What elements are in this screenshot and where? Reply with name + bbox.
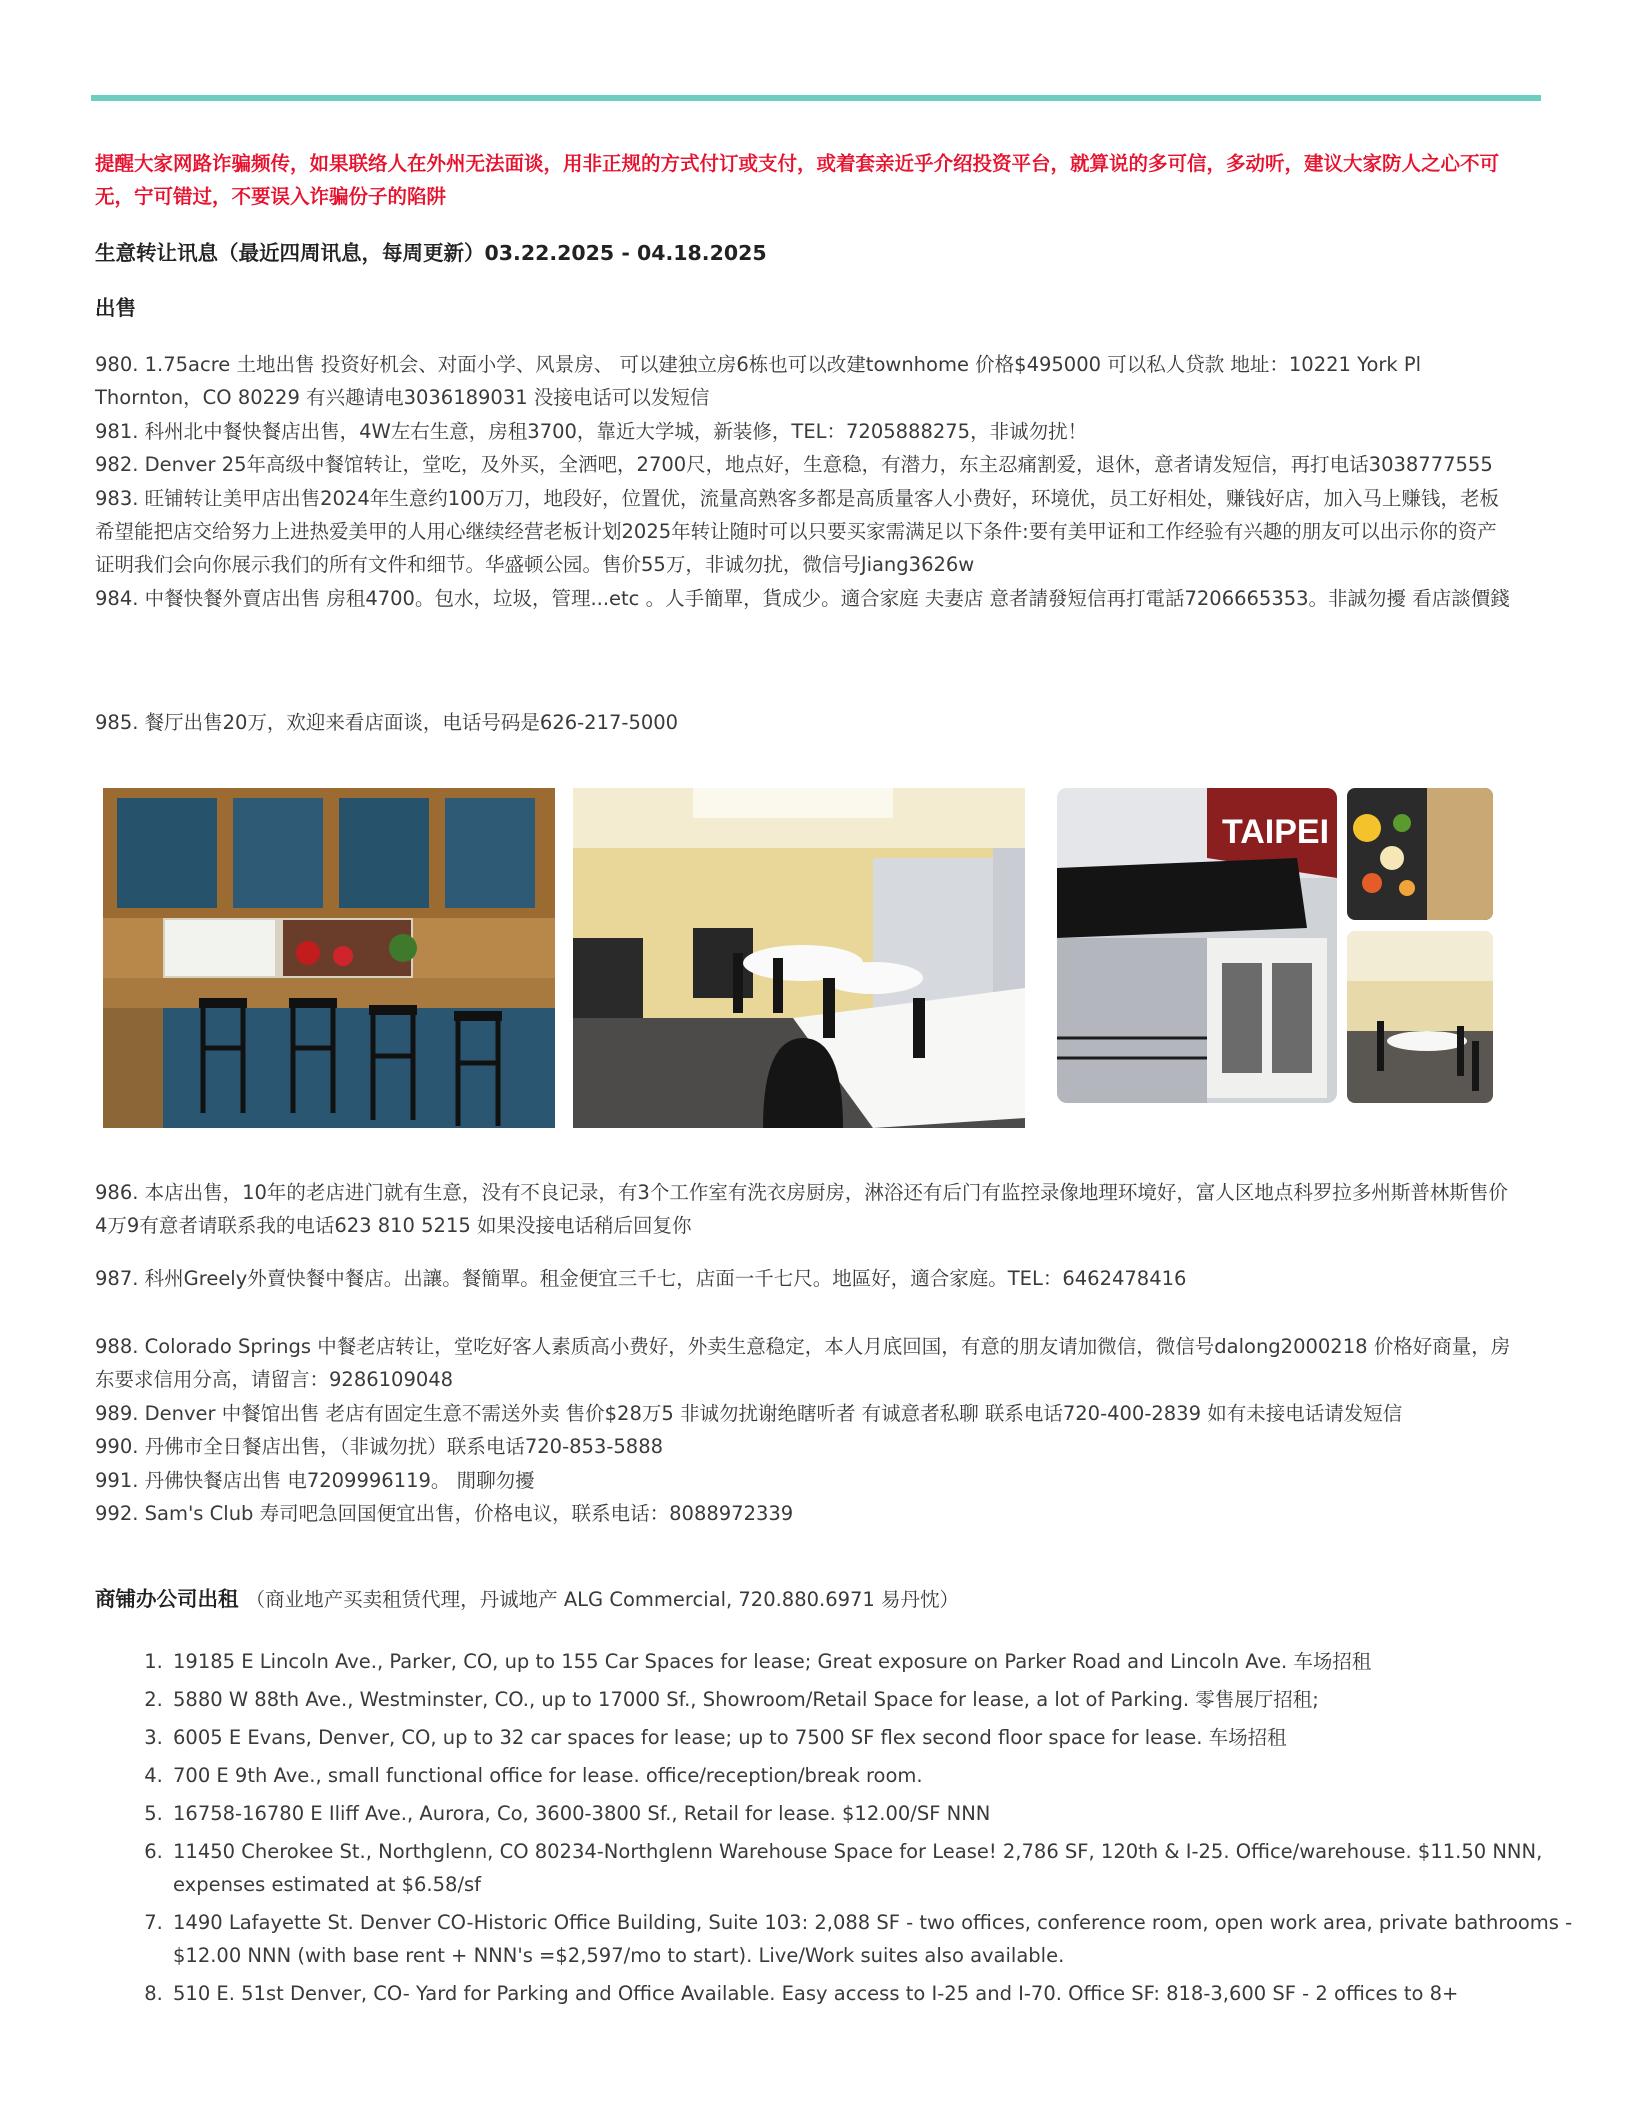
list-item: 4. 700 E 9th Ave., small functional office for lease. office/reception/break room. [169,1759,1587,1792]
commercial-heading-agent: （商业地产买卖租赁代理，丹诚地产 ALG Commercial, 720.880.6971 易丹忱） [245,1588,960,1611]
listing-group-a [95,348,1513,615]
list-item: 992. Sam's Club 寿司吧急回国便宜出售，价格电议，联系电话：8088972339 [95,1502,794,1526]
list-item: 980. 1.75acre 土地出售 投资好机会、对面小学、风景房、 可以建独立房6栋也可以改建townhome 价格$495000 可以私人贷款 地址：10221 York Pl Thornton，CO 80229 有兴趣请电3036189031 没接电话可以发短信 [95,353,1422,410]
sale-heading: 出售 [95,296,136,320]
listing-group-b [95,1330,1513,1530]
list-item: 982. Denver 25年高级中餐馆转让，堂吃，及外买，全洒吧，2700尺，地点好，生意稳，有潜力，东主忍痛割爱，退休，意者请发短信，再打电话3038777555 [95,453,1493,477]
commercial-heading-title: 商铺办公司出租 [95,1587,239,1611]
top-accent-rule [91,95,1541,101]
list-item: 983. 旺铺转让美甲店出售2024年生意约100万刀，地段好，位置优，流量高熟客多都是高质量客人小费好，环境优，员工好相处，赚钱好店，加入马上赚钱，老板希望能把店交给努力上进热爱美甲的人用心继续经营老板计划2025年转让随时可以只要买家需满足以下条件:要有美甲证和工作经验有兴趣的朋友可以出示你的资产证明我们会向你展示我们的所有文件和细节。华盛顿公园。售价55万，非诚勿扰，微信号Jiang3626w [95,486,1499,577]
storefront-sign-text: TAIPEI [1222,813,1330,851]
commercial-listings [95,1645,1587,2015]
list-item: 985. 餐厅出售20万，欢迎来看店面谈，电话号码是626-217-5000 [95,711,679,734]
list-item: 986. 本店出售，10年的老店进门就有生意，没有不良记录，有3个工作室有洗衣房厨房，淋浴还有后门有监控录像地理环境好，富人区地点科罗拉多州斯普林斯售价4万9有意者请联系我的电话623 810 5215 如果没接电话稍后回复你 [95,1181,1508,1238]
list-item: 988. Colorado Springs 中餐老店转让，堂吃好客人素质高小费好，外卖生意稳定，本人月底回国，有意的朋友请加微信，微信号dalong2000218 价格好商量，房东要求信用分高，请留言：9286109048 [95,1335,1511,1392]
list-item: 5. 16758-16780 E Iliff Ave., Aurora, Co, 3600-3800 Sf., Retail for lease. $12.00/SF NNN [169,1797,1587,1830]
list-item: 8. 510 E. 51st Denver, CO- Yard for Parking and Office Available. Easy access to I-25 and I-70. Office SF: 818-3,600 SF - 2 offices to 8+ [169,1977,1587,2010]
interior-small-photo [1347,931,1493,1103]
list-item: 981. 科州北中餐快餐店出售，4W左右生意，房租3700，靠近大学城，新装修，TEL：7205888275，非诚勿扰！ [95,419,1088,443]
list-item: 991. 丹佛快餐店出售 电7209996119。 閒聊勿擾 [95,1468,535,1492]
storefront-photo [1057,788,1337,1103]
list-item: 3. 6005 E Evans, Denver, CO, up to 32 car spaces for lease; up to 7500 SF flex second floor space for lease. 车场招租 [169,1721,1587,1754]
restaurant-photos [95,788,1513,1128]
list-item: 6. 11450 Cherokee St., Northglenn, CO 80234-Northglenn Warehouse Space for Lease! 2,786 SF, 120th & I-25. Office/warehouse. $11.50 NNN, expenses estimated at $6.58/sf [169,1835,1587,1902]
list-item: 984. 中餐快餐外賣店出售 房租4700。包水，垃圾，管理...etc 。人手簡單，貨成少。適合家庭 夫妻店 意者請發短信再打電話7206665353。非誠勿擾 看店談價錢 [95,586,1510,610]
list-item: 7. 1490 Lafayette St. Denver CO-Historic Office Building, Suite 103: 2,088 SF - two offices, conference room, open work area, private bathrooms - $12.00 NNN (with base rent + NNN's =$2,597/mo to start). Live/Work suites also available. [169,1906,1587,1973]
list-item: 2. 5880 W 88th Ave., Westminster, CO., up to 17000 Sf., Showroom/Retail Space for lease, a lot of Parking. 零售展厅招租; [169,1683,1587,1716]
list-item: 1. 19185 E Lincoln Ave., Parker, CO, up to 155 Car Spaces for lease; Great exposure on Parker Road and Lincoln Ave. 车场招租 [169,1645,1587,1678]
fraud-warning: 提醒大家网路诈骗频传，如果联络人在外州无法面谈，用非正规的方式付订或支付，或着套亲近乎介绍投资平台，就算说的多可信，多动听，建议大家防人之心不可无，宁可错过，不要误入诈骗份子的陷阱 [95,152,1500,208]
commercial-heading [95,1583,959,1616]
section-title: 生意转让讯息（最近四周讯息，每周更新）03.22.2025 - 04.18.2025 [95,241,767,265]
list-item: 990. 丹佛市全日餐店出售，（非诚勿扰）联系电话720-853-5888 [95,1435,664,1459]
list-item: 989. Denver 中餐馆出售 老店有固定生意不需送外卖 售价$28万5 非诚勿扰谢绝瞎听者 有诚意者私聊 联系电话720-400-2839 如有未接电话请发短信 [95,1401,1403,1425]
bar-counter-photo [103,788,555,1128]
dining-room-photo [573,788,1025,1128]
list-item: 987. 科州Greely外賣快餐中餐店。出讓。餐簡單。租金便宜三千七，店面一千七尺。地區好，適合家庭。TEL：6462478416 [95,1267,1187,1290]
food-photo [1347,788,1493,920]
